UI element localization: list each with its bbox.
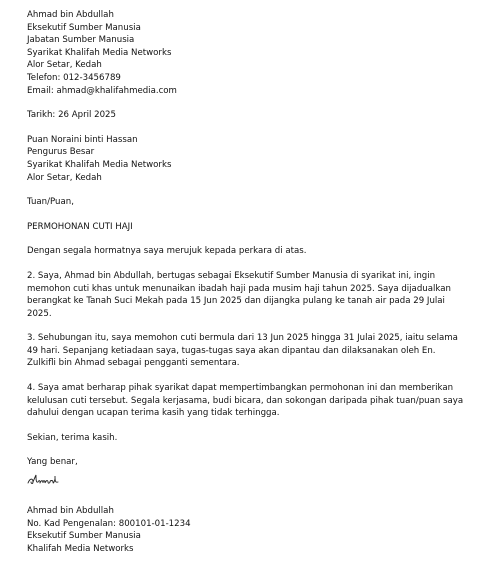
sender-location: Alor Setar, Kedah: [27, 60, 102, 71]
spacer: [27, 444, 467, 456]
spacer: [27, 320, 467, 332]
sender-company: Syarikat Khalifah Media Networks: [27, 47, 172, 58]
paragraph-2: 2. Saya, Ahmad bin Abdullah, bertugas sebagai Eksekutif Sumber Manusia di syarikat ini, ingin memohon cuti khas untuk menunaikan ibadah haji pada musim haji tahun 2025. Saya dijadualkan berangkat ke Tanah Suci Mekah pada 15 Jun 2025 dan dijangka pulang ke tanah air pada 29 Julai 2025.: [27, 270, 451, 319]
sender-block: [27, 9, 467, 97]
recipient-name: Puan Noraini binti Hassan: [27, 134, 138, 145]
recipient-block: [27, 134, 467, 184]
signatory-position: Eksekutif Sumber Manusia: [27, 531, 141, 542]
paragraph-intro: Dengan segala hormatnya saya merujuk kepada perkara di atas.: [27, 246, 307, 257]
letter-date: Tarikh: 26 April 2025: [27, 110, 116, 121]
salutation: Tuan/Puan,: [27, 197, 74, 208]
sender-email: Email: ahmad@khalifahmedia.com: [27, 85, 177, 96]
signatory-block: [27, 505, 467, 555]
spacer: [27, 122, 467, 134]
signoff-line: Yang benar,: [27, 457, 78, 468]
sender-department: Jabatan Sumber Manusia: [27, 35, 135, 46]
paragraph-3: 3. Sehubungan itu, saya memohon cuti bermula dari 13 Jun 2025 hingga 31 Julai 2025, iaitu selama 49 hari. Sepanjang ketiadaan saya, tugas-tugas saya akan dipantau dan dilaksanakan oleh En. Zulkifli bin Ahmad sebagai pengganti sementara.: [27, 333, 458, 369]
signatory-company: Khalifah Media Networks: [27, 543, 134, 554]
sender-name: Ahmad bin Abdullah: [27, 10, 114, 20]
spacer: [27, 493, 467, 505]
closing-line: Sekian, terima kasih.: [27, 432, 118, 443]
recipient-position: Pengurus Besar: [27, 147, 95, 158]
recipient-company: Syarikat Khalifah Media Networks: [27, 159, 172, 170]
recipient-location: Alor Setar, Kedah: [27, 172, 102, 183]
letter-page: [27, 9, 467, 555]
handwritten-signature: [27, 469, 467, 493]
spacer: [27, 420, 467, 432]
subject-heading: PERMOHONAN CUTI HAJI: [27, 221, 133, 232]
spacer: [27, 370, 467, 382]
signatory-name: Ahmad bin Abdullah: [27, 506, 114, 517]
signatory-ic: No. Kad Pengenalan: 800101-01-1234: [27, 518, 191, 529]
spacer: [27, 184, 467, 196]
paragraph-4: 4. Saya amat berharap pihak syarikat dapat mempertimbangkan permohonan ini dan memberikan kelulusan cuti tersebut. Segala kerjasama, budi bicara, dan sokongan daripada pihak tuan/puan saya dahului dengan ucapan terima kasih yang tidak terhingga.: [27, 383, 464, 419]
spacer: [27, 233, 467, 245]
spacer: [27, 258, 467, 270]
signature-icon: [27, 473, 67, 487]
sender-phone: Telefon: 012-3456789: [27, 72, 121, 83]
sender-position: Eksekutif Sumber Manusia: [27, 22, 141, 33]
spacer: [27, 97, 467, 109]
spacer: [27, 209, 467, 221]
